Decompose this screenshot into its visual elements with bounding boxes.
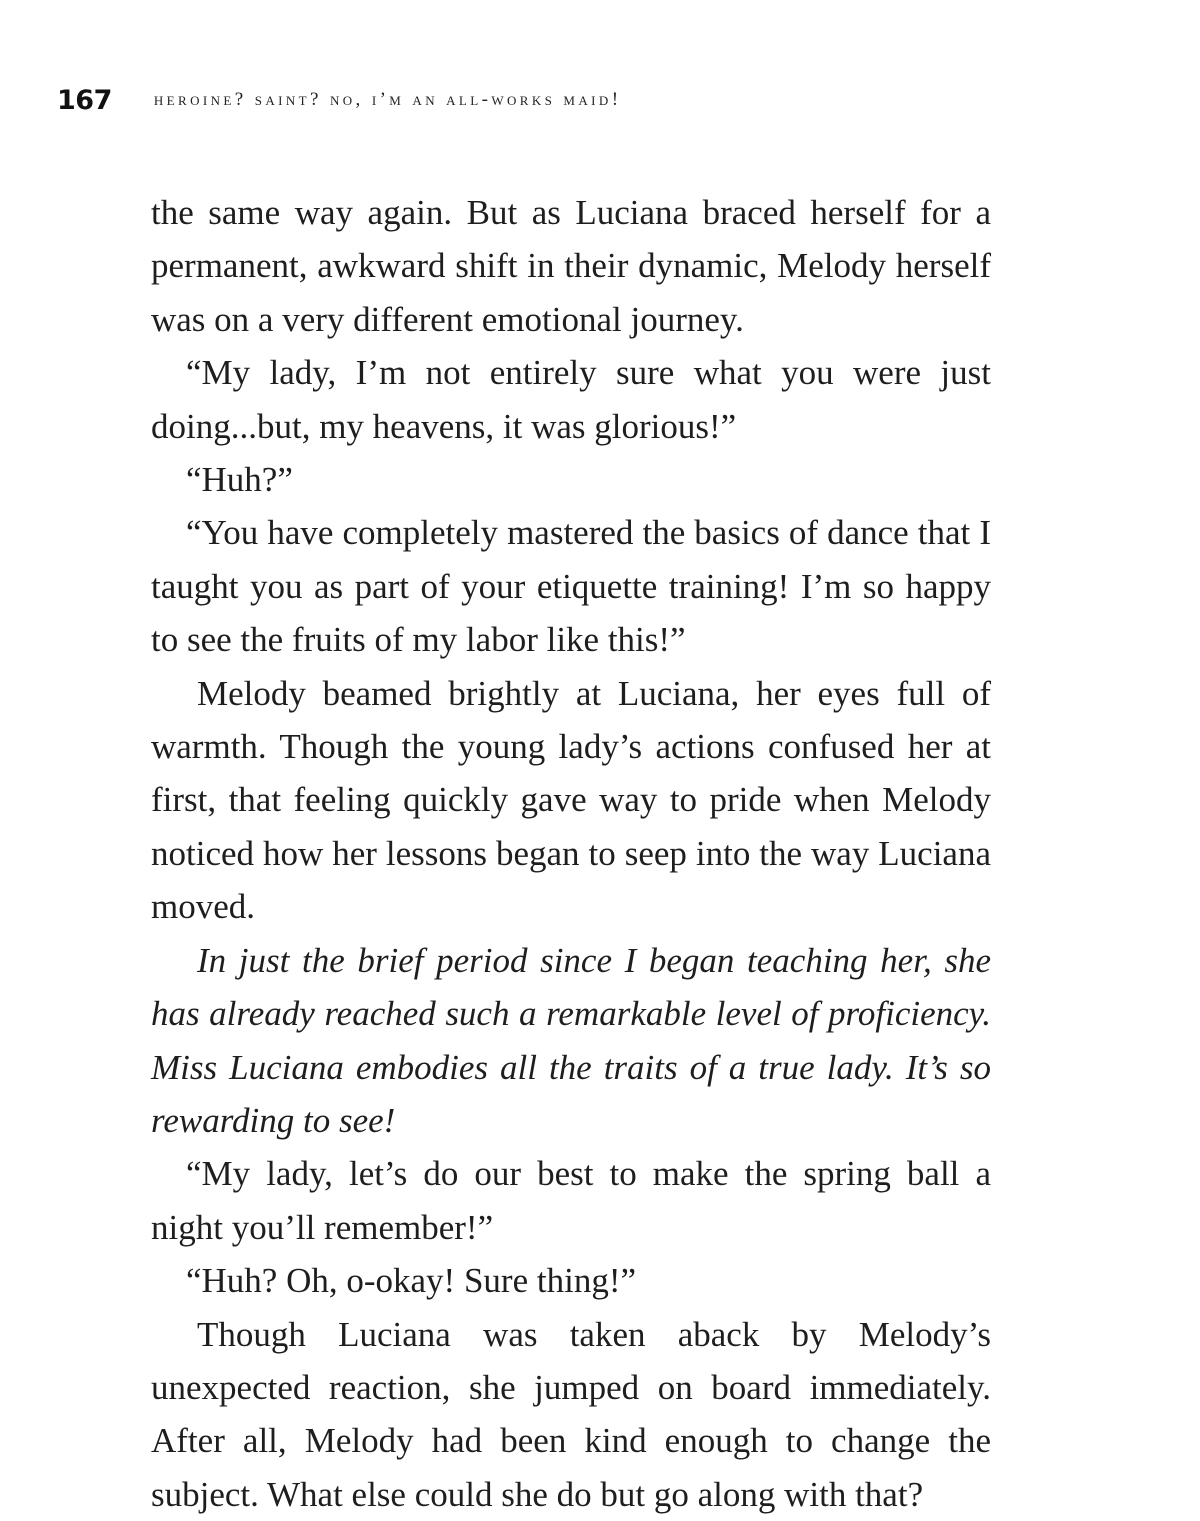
paragraph: Though Luciana was taken aback by Melody’s unexpected reaction, she jumped on board immediately. After all, Melody had been kind enough to change the subject. What else could she do but go along with that?: [151, 1314, 991, 1514]
running-head-title: heroine? saint? no, i’m an all-works maid!: [153, 89, 622, 110]
paragraph-italic-thought: In just the brief period since I began teaching her, she has already reached such a remarkable level of proficiency. Miss Luciana embodies all the traits of a true lady. It’s so rewarding to see!: [151, 940, 991, 1140]
paragraph: “My lady, let’s do our best to make the spring ball a night you’ll remember!”: [151, 1154, 991, 1247]
paragraph: Melody beamed brightly at Luciana, her eyes full of warmth. Though the young lady’s actions confused her at first, that feeling quickly gave way to pride when Melody noticed how her lessons began to seep into the way Luciana moved.: [151, 673, 991, 927]
body-text: [151, 186, 991, 1521]
paragraph: “Huh? Oh, o-okay! Sure thing!”: [186, 1261, 637, 1301]
page-number: 167: [57, 84, 112, 116]
paragraph: “Huh?”: [186, 460, 293, 500]
paragraph: the same way again. But as Luciana braced herself for a permanent, awkward shift in their dynamic, Melody herself was on a very different emotional journey.: [151, 193, 991, 339]
paragraph: “You have completely mastered the basics of dance that I taught you as part of your etiquette training! I’m so happy to see the fruits of my labor like this!”: [151, 513, 991, 660]
paragraph: “My lady, I’m not entirely sure what you were just doing...but, my heavens, it was glorious!”: [151, 353, 991, 446]
page-header: [57, 80, 621, 120]
